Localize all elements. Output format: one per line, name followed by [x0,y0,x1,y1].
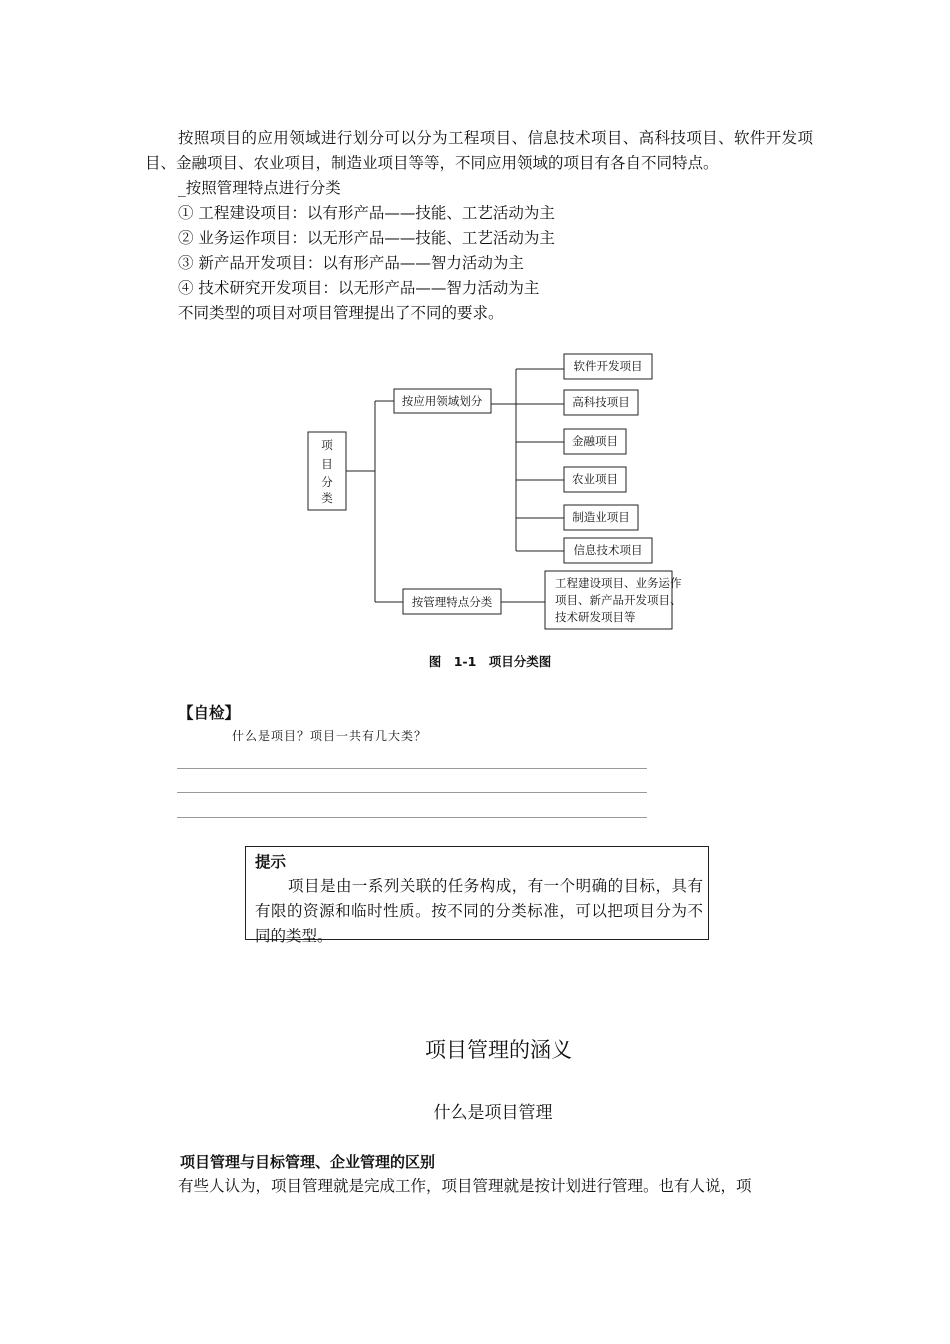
diagram-branch-mgmt: 按管理特点分类 [411,595,493,609]
diagram-mgmt-line: 项目、新产品开发项目、 [555,593,682,607]
answer-line [177,817,647,818]
diagram-leaf: 软件开发项目 [573,359,643,373]
mgmt-classification-heading: _按照管理特点进行分类 [178,179,341,197]
subsection-title: 什么是项目管理 [433,1103,553,1123]
diagram-branch-domain: 按应用领域划分 [401,394,483,408]
section-title: 项目管理的涵义 [425,1038,572,1062]
selfcheck-question: 什么是项目？项目一共有几大类？ [232,729,428,743]
figure-caption: 图 1-1 项目分类图 [428,654,552,669]
hint-body: 项目是由一系列关联的任务构成，有一个明确的目标，具有有限的资源和临时性质。按不同的分类标准，可以把项目分为不同的类型。 [255,877,703,945]
intro-conclusion: 不同类型的项目对项目管理提出了不同的要求。 [178,304,504,322]
diagram-mgmt-line: 技术研发项目等 [555,610,636,624]
diagram-root-char: 分 [321,475,333,489]
diagram-root-char: 类 [321,491,333,505]
hint-title: 提示 [255,853,287,871]
diagram-leaf: 金融项目 [572,434,618,448]
answer-line [177,792,647,793]
answer-line [177,768,647,769]
project-classification-diagram [0,0,950,660]
list-item: ③ 新产品开发项目：以有形产品——智力活动为主 [178,254,524,272]
diagram-leaf: 制造业项目 [572,510,630,524]
section-paragraph: 有些人认为，项目管理就是完成工作，项目管理就是按计划进行管理。也有人说，项 [178,1177,752,1195]
subsubsection-title: 项目管理与目标管理、企业管理的区别 [180,1153,436,1171]
diagram-leaf: 信息技术项目 [573,543,643,557]
hint-box [245,846,709,945]
diagram-leaf: 农业项目 [572,472,618,486]
list-item: ② 业务运作项目：以无形产品——技能、工艺活动为主 [178,229,555,247]
list-item: ① 工程建设项目：以有形产品——技能、工艺活动为主 [178,204,555,222]
diagram-mgmt-line: 工程建设项目、业务运作 [555,576,682,590]
diagram-root-char: 项 [321,438,333,452]
list-item: ④ 技术研究开发项目：以无形产品——智力活动为主 [178,279,540,297]
diagram-root-char: 目 [321,457,333,471]
diagram-leaf: 高科技项目 [572,395,630,409]
intro-paragraph: 按照项目的应用领域进行划分可以分为工程项目、信息技术项目、高科技项目、软件开发项目、金融项目、农业项目，制造业项目等等，不同应用领域的项目有各自不同特点。 [145,129,813,172]
selfcheck-title: 【自检】 [178,704,241,722]
